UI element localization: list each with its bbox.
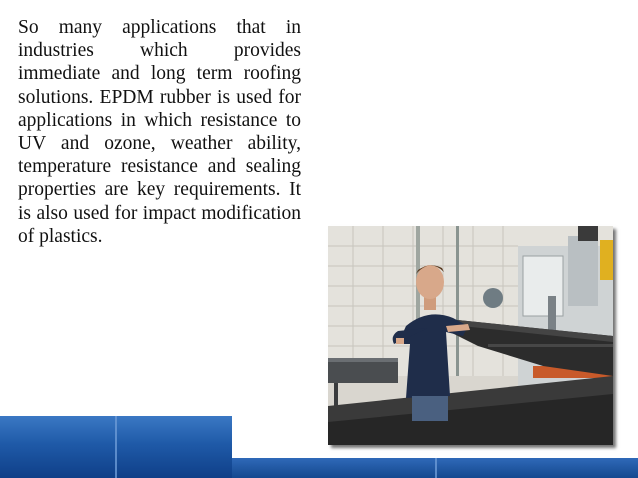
body-paragraph: So many applications that in industries which provides immediate and long term roofing solutions. EPDM rubber is used for applications in which resistance to UV and ozone, weather ability, temperature resistance and sealing properties are key requirements. It is also used for impact modification of plastics. (18, 17, 301, 247)
footer-band-right (232, 458, 638, 478)
footer-band-left (0, 416, 232, 478)
factory-photo (328, 226, 613, 445)
band-divider (115, 416, 117, 478)
band-divider (435, 458, 437, 478)
